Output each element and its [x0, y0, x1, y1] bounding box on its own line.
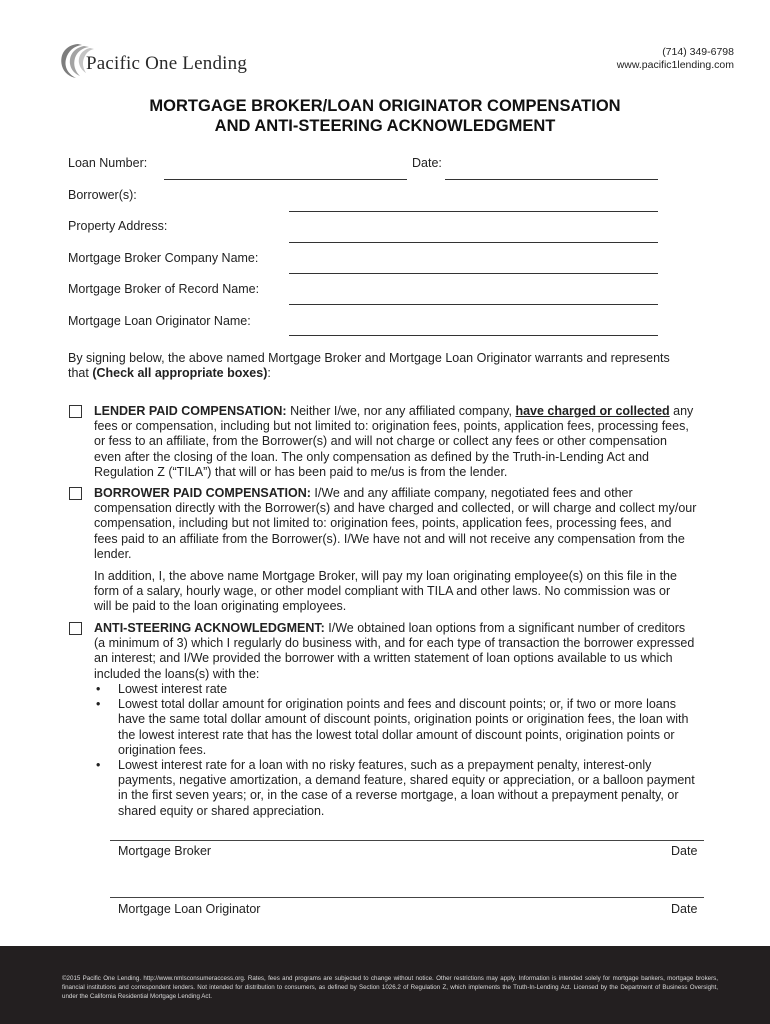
loan-number-field[interactable]: [164, 179, 407, 180]
anti-steering-text: I/We obtained loan options from a significant number of creditors (a minimum of 3) which I regularly do business with, and for each type of transaction the borrower expressed an interest; and I/We provided the borrower with a written statement of loan options available to us which included the loans(s) with the:: [94, 621, 695, 681]
anti-steering-checkbox[interactable]: [69, 622, 82, 635]
bullet-text: Lowest interest rate: [118, 682, 228, 696]
borrower-paid-paragraph: [94, 486, 698, 562]
broker-of-record-label: Mortgage Broker of Record Name:: [68, 282, 260, 296]
bullet-text: Lowest interest rate for a loan with no risky features, such as a prepayment penalty, interest-only payments, negative amortization, a demand feature, shared equity or appreciation, or a balloon payment in the first seven years; or, in the case of a reverse mortgage, a loan without a prepayment penalty, or shared equity or shared appreciation.: [118, 758, 695, 818]
document-title: [0, 96, 770, 136]
page-footer: [0, 946, 770, 1024]
title-line-1: MORTGAGE BROKER/LOAN ORIGINATOR COMPENSATION: [149, 97, 621, 115]
loan-originator-name-field[interactable]: [289, 335, 658, 336]
anti-steering-heading: ANTI-STEERING ACKNOWLEDGMENT:: [94, 621, 325, 635]
footer-disclaimer: ©2015 Pacific One Lending. http://www.nmlsconsumeraccess.org. Rates, fees and programs are subjected to change without notice. Other restrictions may apply. Information is intended solely for mortgage bankers, mortgage brokers, financial institutions and correspondent lenders. Not intended for distribution to consumers, as defined by Section 1026.2 of Regulation Z, which implements the Truth-In-Lending Act. Licensed by the Department of Business Oversight, under the California Residential Mortgage Lending Act.: [62, 975, 718, 1000]
title-line-2: AND ANTI-STEERING ACKNOWLEDGMENT: [214, 117, 556, 135]
intro-paragraph: [68, 351, 688, 381]
broker-company-label: Mortgage Broker Company Name:: [68, 251, 259, 265]
broker-of-record-field[interactable]: [289, 304, 658, 305]
originator-signature-label: Mortgage Loan Originator: [118, 902, 261, 916]
loan-originator-name-label: Mortgage Loan Originator Name:: [68, 314, 251, 328]
anti-steering-paragraph: [94, 621, 696, 682]
page-header: [0, 0, 770, 90]
borrower-paid-heading: BORROWER PAID COMPENSATION:: [94, 486, 311, 500]
borrower-paid-addition: In addition, I, the above name Mortgage Broker, will pay my loan originating employee(s) on this file in the form of a salary, hourly wage, or other model compliant with TILA and other laws. No commission was or will be paid to the loan originating employees.: [94, 569, 677, 614]
phone-number: (714) 349-6798: [662, 46, 734, 58]
bullet-icon: •: [96, 682, 101, 696]
borrowers-label: Borrower(s):: [68, 188, 137, 202]
bullet-icon: •: [96, 697, 101, 712]
logo-text: Pacific One Lending: [86, 53, 248, 74]
bullet-text: Lowest total dollar amount for origination points and fees and discount points; or, if two or more loans have the same total dollar amount of discount points, origination points or origination fees, the loan with the lowest interest rate that has the lowest total dollar amount of discount points, origination points or origination fees.: [118, 697, 689, 757]
lender-paid-paragraph: [94, 404, 694, 480]
list-item: [96, 697, 696, 758]
date-label: Date:: [412, 156, 442, 170]
borrowers-field[interactable]: [289, 211, 658, 212]
bullet-icon: •: [96, 758, 101, 773]
list-item: [96, 682, 696, 697]
anti-steering-bullets: [96, 682, 696, 819]
broker-company-field[interactable]: [289, 273, 658, 274]
broker-signature-line[interactable]: [110, 840, 704, 841]
originator-date-label: Date: [671, 902, 698, 916]
loan-number-label: Loan Number:: [68, 156, 148, 170]
lender-paid-text: Neither I/we, nor any affiliated company,: [286, 404, 516, 418]
borrower-paid-text: I/We and any affiliate company, negotiated fees and other compensation directly with the Borrower(s) and have charged and collected, or will charge and collect my/our compensation, including but not limited to: origination fees, points, application fees, processing fees, and fees paid to an affiliate from the Borrower(s). I/We have not and will not receive any compensation from the lender.: [94, 486, 697, 561]
property-address-field[interactable]: [289, 242, 658, 243]
broker-date-label: Date: [671, 844, 698, 858]
date-field[interactable]: [445, 179, 658, 180]
lender-paid-text-cont: any fees or compensation, including but not limited to: origination fees, points, application fees, processing fees, or fess to an affiliate, from the Borrower(s) and will not charge or collect any fees or other compensation even after the closing of the loan. The only compensation as defined by the Truth-in-Lending Act and Regulation Z (“TILA”) that will or has been paid to me/us is from the lender.: [94, 404, 694, 479]
website-link[interactable]: www.pacific1lending.com: [616, 59, 734, 71]
intro-text: By signing below, the above named Mortgage Broker and Mortgage Loan Originator warrants and represents that: [68, 351, 670, 381]
originator-signature-line[interactable]: [110, 897, 704, 898]
borrower-paid-checkbox[interactable]: [69, 487, 82, 500]
lender-paid-checkbox[interactable]: [69, 405, 82, 418]
lender-paid-heading: LENDER PAID COMPENSATION:: [94, 404, 287, 418]
contact-info: [617, 46, 734, 72]
intro-end: :: [267, 366, 271, 381]
list-item: [96, 758, 696, 819]
property-address-label: Property Address:: [68, 219, 168, 233]
intro-bold: (Check all appropriate boxes): [92, 366, 268, 381]
broker-signature-label: Mortgage Broker: [118, 844, 212, 858]
lender-paid-underlined: have charged or collected: [515, 404, 670, 418]
company-logo: [56, 40, 248, 80]
